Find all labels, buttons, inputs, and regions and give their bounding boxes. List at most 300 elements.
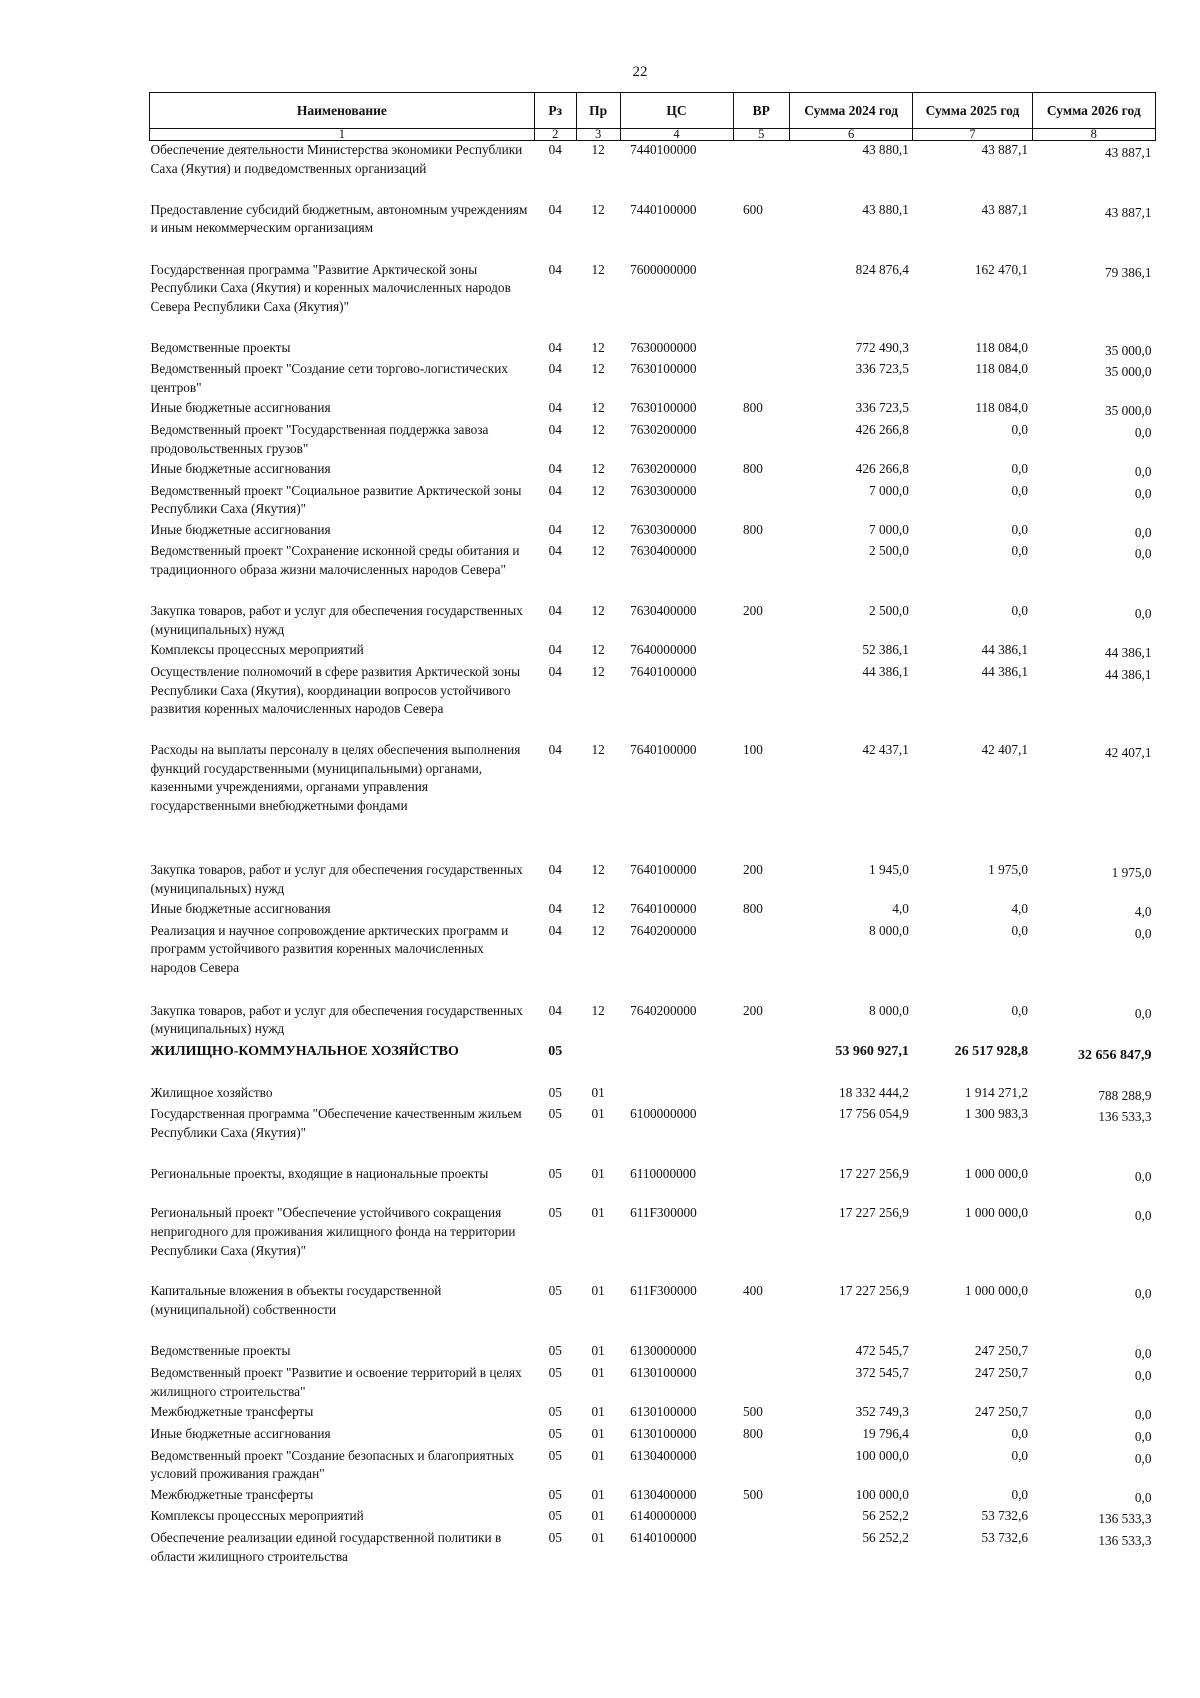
row-pr: 01 [591,1425,605,1441]
row-vr [733,1105,789,1165]
row-rz: 04 [548,862,562,878]
row-sum-2026: 0,0 [1134,1450,1152,1466]
row-sum-2025: 42 407,1 [981,742,1029,758]
row-sum-2026: 35 000,0 [1104,403,1152,419]
row-sum-2024: 18 332 444,2 [839,1084,909,1100]
row-sum-2026: 0,0 [1134,1489,1152,1505]
row-pr: 12 [591,543,605,559]
col-index: 6 [789,129,912,141]
row-vr: 200 [743,1002,763,1018]
row-sum-2025: 0,0 [1011,521,1029,537]
table-row [150,201,1156,261]
row-pr: 01 [591,1166,605,1182]
row-sum-2026: 0,0 [1134,925,1152,941]
row-sum-2026: 0,0 [1134,424,1152,440]
header-pr: Пр [576,93,620,129]
row-sum-2024: 4,0 [892,901,909,917]
row-cs: 7640100000 [630,742,697,758]
table-row [150,1403,1156,1425]
row-name: Иные бюджетные ассигнования [150,400,331,416]
row-name: Региональный проект "Обеспечение устойчивого сокращения непригодного для проживания жилищного фонда на территории Республики Саха (Якутия)" [150,1205,516,1258]
row-rz: 04 [548,261,562,277]
row-rz: 04 [548,421,562,437]
row-sum-2026: 44 386,1 [1104,667,1152,683]
row-pr: 12 [591,1002,605,1018]
header-vr: ВР [733,93,789,129]
row-sum-2024: 772 490,3 [855,339,909,355]
row-sum-2025: 0,0 [1011,922,1029,938]
row-sum-2025: 0,0 [1011,421,1029,437]
table-row [150,482,1156,521]
row-cs: 7630000000 [630,339,697,355]
row-sum-2024: 42 437,1 [862,742,909,758]
row-sum-2026: 0,0 [1134,485,1152,501]
row-sum-2025: 0,0 [1011,1425,1029,1441]
row-sum-2026: 35 000,0 [1104,364,1152,380]
header-cs: ЦС [620,93,733,129]
row-pr: 01 [591,1283,605,1299]
row-cs: 7630300000 [630,482,697,498]
row-rz: 04 [548,142,562,157]
row-pr: 12 [591,142,605,157]
row-rz: 04 [548,482,562,498]
row-cs: 7630400000 [630,543,697,559]
row-rz: 04 [548,664,562,680]
row-sum-2024: 44 386,1 [862,664,909,680]
row-rz: 04 [548,901,562,917]
table-row [150,1507,1156,1529]
row-sum-2024: 7 000,0 [868,521,909,537]
row-cs: 7640200000 [630,922,697,938]
row-sum-2025: 0,0 [1011,1486,1029,1502]
row-sum-2026: 4,0 [1134,904,1152,920]
header-sum-2024: Сумма 2024 год [789,93,912,129]
table-row [150,1342,1156,1364]
row-sum-2024: 426 266,8 [855,421,909,437]
table-row [150,1425,1156,1447]
row-pr: 01 [591,1205,605,1221]
row-sum-2025: 0,0 [1011,1002,1029,1018]
row-cs: 7630400000 [630,603,697,619]
row-sum-2026: 35 000,0 [1104,342,1152,358]
table-row [150,521,1156,543]
row-sum-2024: 7 000,0 [868,482,909,498]
row-sum-2026: 788 288,9 [1098,1087,1152,1103]
row-cs: 6110000000 [630,1166,697,1182]
row-sum-2024: 100 000,0 [855,1447,909,1463]
row-vr: 200 [743,603,763,619]
row-name: Реализация и научное сопровождение арктических программ и программ устойчивого развития коренных малочисленных народов Севера [150,922,509,976]
table-row [150,141,1156,201]
row-vr [733,1204,789,1282]
row-pr: 12 [591,642,605,658]
row-sum-2026: 136 533,3 [1098,1511,1152,1527]
row-sum-2025: 247 250,7 [974,1365,1029,1381]
row-sum-2024: 17 227 256,9 [839,1283,909,1299]
row-pr: 12 [591,460,605,476]
row-cs: 7440100000 [630,201,697,217]
row-sum-2026: 0,0 [1134,524,1152,540]
row-rz: 04 [548,922,562,938]
row-sum-2024: 1 945,0 [868,862,909,878]
row-vr: 100 [743,742,763,758]
row-pr: 12 [591,339,605,355]
row-sum-2024: 100 000,0 [855,1486,909,1502]
table-row [150,1486,1156,1508]
row-sum-2026: 0,0 [1134,1169,1152,1185]
row-pr: 01 [591,1486,605,1502]
row-sum-2024: 43 880,1 [862,142,909,157]
table-row [150,1447,1156,1486]
row-vr: 800 [743,1425,763,1441]
row-rz: 05 [548,1486,562,1502]
table-row [150,339,1156,361]
row-sum-2026: 0,0 [1134,1346,1152,1362]
row-sum-2025: 1 300 983,3 [964,1106,1029,1122]
row-vr [733,1507,789,1529]
row-rz: 05 [548,1106,562,1122]
row-sum-2025: 1 975,0 [988,862,1029,878]
header-sum-2025: Сумма 2025 год [913,93,1032,129]
table-row [150,1165,1156,1204]
row-cs: 7640200000 [630,1002,697,1018]
row-name: Обеспечение реализации единой государственной политики в области жилищного строительства [150,1529,502,1564]
row-pr: 12 [591,862,605,878]
row-rz: 04 [548,1002,562,1018]
row-cs [620,1041,733,1084]
row-rz: 05 [548,1447,562,1463]
row-name: Иные бюджетные ассигнования [150,1425,331,1441]
row-sum-2024: 336 723,5 [855,400,909,416]
col-index: 8 [1032,129,1155,141]
row-vr [733,663,789,741]
row-rz: 05 [548,1508,562,1524]
row-sum-2025: 53 732,6 [981,1529,1029,1545]
row-sum-2024: 426 266,8 [855,460,909,476]
row-pr: 12 [591,421,605,437]
row-pr: 12 [591,201,605,217]
row-sum-2026: 0,0 [1134,1428,1152,1444]
row-rz: 05 [548,1043,563,1059]
row-vr [733,1041,789,1084]
row-rz: 05 [548,1205,562,1221]
row-name: Ведомственный проект "Сохранение исконной среды обитания и традиционного образа жизни малочисленных народов Севера" [150,543,520,578]
row-name: Капитальные вложения в объекты государственной (муниципальной) собственности [150,1283,442,1318]
row-sum-2025: 44 386,1 [981,642,1029,658]
column-index-row [150,129,1156,141]
row-sum-2024: 17 227 256,9 [839,1166,909,1182]
table-row [150,602,1156,641]
row-pr: 01 [591,1106,605,1122]
budget-table [149,92,1156,1568]
row-pr [576,1041,620,1084]
row-sum-2025: 118 084,0 [975,400,1029,416]
row-rz: 04 [548,460,562,476]
row-cs: 7630300000 [630,521,697,537]
row-sum-2025: 247 250,7 [974,1404,1029,1420]
row-vr [733,641,789,663]
row-rz: 04 [548,642,562,658]
row-vr [733,1084,789,1106]
row-vr: 600 [743,201,763,217]
row-vr: 800 [743,901,763,917]
row-pr: 01 [591,1084,605,1100]
row-vr [733,1165,789,1204]
row-name: Закупка товаров, работ и услуг для обеспечения государственных (муниципальных) нужд [150,862,523,896]
row-name: Иные бюджетные ассигнования [150,521,331,537]
row-pr: 12 [591,922,605,938]
row-name: Ведомственный проект "Государственная поддержка завоза продовольственных грузов" [150,421,489,456]
header-name: Наименование [150,93,535,129]
row-sum-2024: 2 500,0 [868,543,909,559]
row-cs: 7640100000 [630,664,697,680]
row-name: Обеспечение деятельности Министерства экономики Республики Саха (Якутия) и подведомственных организаций [150,142,523,176]
row-rz: 05 [548,1283,562,1299]
header-rz: Рз [534,93,576,129]
table-row [150,460,1156,482]
row-sum-2026: 0,0 [1134,606,1152,622]
row-rz: 05 [548,1166,562,1182]
row-cs: 611F300000 [630,1283,697,1299]
header-sum-2026: Сумма 2026 год [1032,93,1155,129]
row-rz: 05 [548,1404,562,1420]
row-rz: 04 [548,201,562,217]
table-row [150,360,1156,399]
col-index: 2 [534,129,576,141]
row-sum-2025: 1 000 000,0 [964,1283,1029,1299]
table-row [150,900,1156,922]
row-sum-2024: 372 545,7 [855,1365,909,1381]
row-vr [733,141,789,201]
row-sum-2025: 0,0 [1011,1447,1029,1463]
row-name: Ведомственный проект "Социальное развитие Арктической зоны Республики Саха (Якутия)" [150,482,522,517]
row-pr: 01 [591,1343,605,1359]
row-sum-2024: 56 252,2 [862,1508,909,1524]
row-cs: 6130100000 [630,1425,697,1441]
row-pr: 12 [591,603,605,619]
row-sum-2026: 0,0 [1134,546,1152,562]
table-row [150,421,1156,460]
row-rz: 05 [548,1425,562,1441]
row-name: Ведомственный проект "Создание сети торгово-логистических центров" [150,361,508,395]
table-row [150,861,1156,900]
row-sum-2025: 53 732,6 [981,1508,1029,1524]
row-rz: 04 [548,742,562,758]
col-index: 7 [913,129,1032,141]
row-sum-2025: 1 000 000,0 [964,1205,1029,1221]
row-pr: 12 [591,261,605,277]
row-sum-2025: 0,0 [1011,460,1029,476]
row-name: Региональные проекты, входящие в национальные проекты [150,1166,489,1182]
row-pr: 01 [591,1529,605,1545]
page-number: 22 [632,64,648,80]
row-pr: 12 [591,361,605,377]
row-cs: 6140000000 [630,1508,697,1524]
row-sum-2025: 0,0 [1011,482,1029,498]
row-sum-2024: 53 960 927,1 [835,1043,909,1059]
row-sum-2026: 43 887,1 [1104,145,1152,160]
row-name: Иные бюджетные ассигнования [150,901,331,917]
row-sum-2026: 0,0 [1134,1407,1152,1423]
row-cs: 7640000000 [630,642,697,658]
row-rz: 05 [548,1529,562,1545]
row-cs: 611F300000 [630,1205,697,1221]
row-name: ЖИЛИЩНО-КОММУНАЛЬНОЕ ХОЗЯЙСТВО [150,1043,459,1059]
row-vr: 200 [743,862,763,878]
row-vr [733,339,789,361]
row-sum-2025: 118 084,0 [975,339,1029,355]
table-row [150,542,1156,602]
row-name: Комплексы процессных мероприятий [150,1508,364,1524]
row-sum-2024: 8 000,0 [868,1002,909,1018]
table-body [150,141,1156,1568]
row-rz: 04 [548,339,562,355]
row-vr [733,1529,789,1568]
row-cs: 7600000000 [630,261,697,277]
row-name: Ведомственные проекты [150,339,291,355]
row-cs: 6130400000 [630,1447,697,1463]
row-name: Закупка товаров, работ и услуг для обеспечения государственных (муниципальных) нужд [150,1002,523,1037]
section-row [150,1041,1156,1084]
row-sum-2024: 824 876,4 [855,261,909,277]
row-sum-2026: 1 975,0 [1111,865,1152,881]
row-sum-2026: 0,0 [1134,1286,1152,1302]
row-pr: 01 [591,1508,605,1524]
table-row [150,663,1156,741]
row-rz: 04 [548,603,562,619]
row-cs: 7640100000 [630,862,697,878]
row-name: Государственная программа "Обеспечение качественным жильем Республики Саха (Якутия)" [150,1106,522,1141]
row-vr [733,482,789,521]
row-vr [733,542,789,602]
row-rz: 05 [548,1365,562,1381]
table-row [150,1529,1156,1568]
row-rz: 05 [548,1343,562,1359]
row-pr: 12 [591,400,605,416]
row-cs: 7630200000 [630,460,697,476]
row-rz: 04 [548,361,562,377]
row-sum-2026: 42 407,1 [1104,745,1152,761]
row-vr: 500 [743,1486,763,1502]
row-sum-2025: 43 887,1 [981,142,1029,157]
col-index: 1 [150,129,535,141]
table-row [150,399,1156,421]
col-index: 3 [576,129,620,141]
row-name: Закупка товаров, работ и услуг для обеспечения государственных (муниципальных) нужд [150,603,523,638]
row-cs: 6130100000 [630,1404,697,1420]
row-sum-2024: 352 749,3 [855,1404,909,1420]
row-name: Предоставление субсидий бюджетным, автономным учреждениям и иным некоммерческим организациям [150,201,528,236]
row-vr: 800 [743,460,763,476]
row-name: Межбюджетные трансферты [150,1404,314,1420]
row-rz: 04 [548,400,562,416]
table-row [150,1002,1156,1041]
row-vr [733,1364,789,1403]
row-sum-2026: 79 386,1 [1104,264,1152,280]
row-name: Осуществление полномочий в сфере развития Арктической зоны Республики Саха (Якутия), координации вопросов устойчивого развития коренных малочисленных народов Севера [150,664,521,717]
row-cs [620,1084,733,1106]
row-sum-2024: 43 880,1 [862,201,909,217]
row-sum-2025: 4,0 [1011,901,1029,917]
row-pr: 01 [591,1447,605,1463]
row-name: Межбюджетные трансферты [150,1486,314,1502]
table-row [150,1084,1156,1106]
row-vr [733,360,789,399]
row-vr [733,261,789,339]
row-sum-2026: 0,0 [1134,1208,1152,1224]
row-cs: 7630200000 [630,421,697,437]
row-cs: 6100000000 [630,1106,697,1122]
row-rz: 04 [548,543,562,559]
row-sum-2025: 44 386,1 [981,664,1029,680]
row-sum-2024: 8 000,0 [868,922,909,938]
row-cs: 6130400000 [630,1486,697,1502]
row-cs: 6140100000 [630,1529,697,1545]
header-row [150,93,1156,129]
row-pr: 12 [591,664,605,680]
row-sum-2025: 26 517 928,8 [954,1043,1029,1059]
row-sum-2025: 0,0 [1011,603,1029,619]
row-vr: 500 [743,1404,763,1420]
row-sum-2025: 0,0 [1011,543,1029,559]
row-name: Ведомственный проект "Развитие и освоение территорий в целях жилищного строительства" [150,1365,522,1399]
row-sum-2024: 472 545,7 [855,1343,909,1359]
row-vr [733,1447,789,1486]
row-vr: 800 [743,521,763,537]
row-sum-2024: 19 796,4 [862,1425,909,1441]
table-row [150,1364,1156,1403]
row-sum-2026: 0,0 [1134,463,1152,479]
row-sum-2024: 52 386,1 [862,642,909,658]
row-sum-2024: 56 252,2 [862,1529,909,1545]
row-name: Жилищное хозяйство [150,1084,273,1100]
row-vr [733,922,789,1002]
table-row [150,641,1156,663]
row-sum-2026: 136 533,3 [1098,1532,1152,1548]
row-pr: 12 [591,901,605,917]
row-name: Расходы на выплаты персоналу в целях обеспечения выполнения функций государственными (муниципальными) органами, казенными учреждениями, органами управления государственными внебюджетными фондами [150,742,521,814]
row-pr: 12 [591,742,605,758]
row-pr: 01 [591,1404,605,1420]
col-index: 4 [620,129,733,141]
row-sum-2024: 2 500,0 [868,603,909,619]
row-pr: 12 [591,482,605,498]
row-sum-2026: 32 656 847,9 [1078,1047,1152,1063]
row-vr: 400 [743,1283,763,1299]
table-row [150,1105,1156,1165]
row-cs: 7640100000 [630,901,697,917]
row-sum-2025: 247 250,7 [974,1343,1029,1359]
row-cs: 6130100000 [630,1365,697,1381]
row-pr: 01 [591,1365,605,1381]
row-sum-2024: 17 227 256,9 [839,1205,909,1221]
row-sum-2025: 162 470,1 [974,261,1029,277]
row-rz: 05 [548,1084,562,1100]
row-cs: 7630100000 [630,400,697,416]
row-sum-2026: 43 887,1 [1104,204,1152,220]
row-sum-2026: 136 533,3 [1098,1109,1152,1125]
row-name: Государственная программа "Развитие Арктической зоны Республики Саха (Якутия) и коренных малочисленных народов Севера Республики Саха (Якутия)" [150,261,511,314]
table-row [150,922,1156,1002]
row-cs: 7440100000 [630,142,697,157]
row-vr: 800 [743,400,763,416]
row-name: Ведомственный проект "Создание безопасных и благоприятных условий проживания граждан" [150,1447,515,1482]
row-sum-2026: 0,0 [1134,1005,1152,1021]
row-sum-2025: 1 000 000,0 [964,1166,1029,1182]
row-sum-2024: 17 756 054,9 [839,1106,909,1122]
row-sum-2025: 118 084,0 [975,361,1029,377]
row-sum-2024: 336 723,5 [855,361,909,377]
